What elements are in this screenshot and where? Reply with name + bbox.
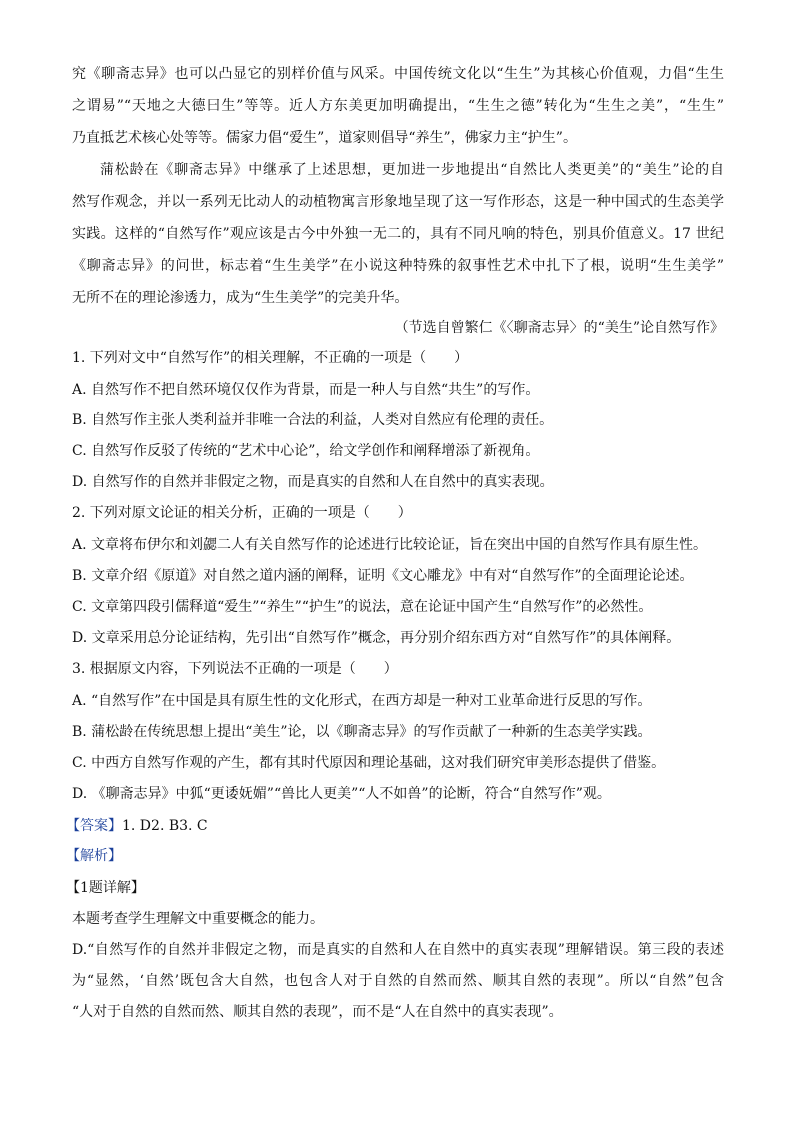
passage-line: 实践。这样的“自然写作”观应该是古今中外独一无二的，具有不同凡响的特色，别具价值意义。17 世纪 [72,226,724,242]
passage-source: （节选自曾繁仁《〈聊斋志异〉的“美生”论自然写作》 [394,320,724,336]
passage-line: 之谓易”“天地之大德曰生”等等。近人方东美更加明确提出，“生生之德”转化为“生生之美”，“生生” [72,98,724,114]
answer-line [66,816,724,836]
question-option: D. 文章采用总分论证结构，先引出“自然写作”概念，再分别介绍东西方对“自然写作”的具体阐释。 [72,630,681,646]
question-stem: 1. 下列对文中“自然写作”的相关理解，不正确的一项是（ ） [72,350,469,366]
analysis-line: “人对于自然的自然而然、顺其自然的表现”，而不是“人在自然中的真实表现”。 [72,1004,563,1020]
passage-line: 乃直抵艺术核心处等等。儒家力倡“爱生”，道家则倡导“养生”，佛家力主“护生”。 [72,130,577,146]
analysis-line: D.“自然写作的自然并非假定之物，而是真实的自然和人在自然中的真实表现”理解错误。第三段的表述 [72,942,724,958]
question-option: C. 文章第四段引儒释道“爱生”“养生”“护生”的说法，意在论证中国产生“自然写作”的必然性。 [72,599,653,615]
analysis-line: 为“显然，‘自然’既包含大自然，也包含人对于自然的自然而然、顺其自然的表现”。所以“自然”包含 [72,973,724,989]
question-option: A. “自然写作”在中国是具有原生性的文化形式，在西方却是一种对工业革命进行反思的写作。 [72,693,652,709]
question-option: A. 自然写作不把自然环境仅仅作为背景，而是一种人与自然“共生”的写作。 [72,382,540,398]
question-option: B. 自然写作主张人类利益并非唯一合法的利益，人类对自然应有伦理的责任。 [72,412,554,428]
question-option: B. 蒲松龄在传统思想上提出“美生”论，以《聊斋志异》的写作贡献了一种新的生态美学实践。 [72,724,652,740]
question-option: B. 文章介绍《原道》对自然之道内涵的阐释，证明《文心雕龙》中有对“自然写作”的全面理论论述。 [72,568,694,584]
question-option: C. 自然写作反驳了传统的“艺术中心论”，给文学创作和阐释增添了新视角。 [72,443,540,459]
passage-line: 究《聊斋志异》也可以凸显它的别样价值与风采。中国传统文化以“生生”为其核心价值观，力倡“生生 [72,66,724,82]
answer-tag: 【答案】 [66,818,122,834]
analysis-intro: 本题考查学生理解文中重要概念的能力。 [72,911,324,927]
analysis-tag: 【解析】 [66,848,122,864]
detail-tag: 【1题详解】 [66,880,145,896]
question-option: D. 自然写作的自然并非假定之物，而是真实的自然和人在自然中的真实表现。 [72,474,554,490]
question-stem: 3. 根据原文内容，下列说法不正确的一项是（ ） [72,661,398,677]
passage-line: 无所不在的理论渗透力，成为“生生美学”的完美升华。 [72,290,409,306]
question-stem: 2. 下列对原文论证的相关分析，正确的一项是（ ） [72,505,412,521]
question-option: D. 《聊斋志异》中狐“更诿妩媚”“兽比人更美”“人不如兽”的论断，符合“自然写作”观。 [72,786,611,802]
passage-line: 《聊斋志异》的问世，标志着“生生美学”在小说这种特殊的叙事性艺术中扎下了根，说明“生生美学” [72,258,724,274]
passage-line: 然写作观念，并以一系列无比动人的动植物寓言形象地呈现了这一写作形态，这是一种中国式的生态美学 [72,194,724,210]
passage-line: 蒲松龄在《聊斋志异》中继承了上述思想，更加进一步地提出“自然比人类更美”的“美生”论的自 [100,162,724,178]
answer-text: 1. D2. B3. C [122,818,208,834]
question-option: C. 中西方自然写作观的产生，都有其时代原因和理论基础，这对我们研究审美形态提供了借鉴。 [72,755,666,771]
question-option: A. 文章将布伊尔和刘勰二人有关自然写作的论述进行比较论证，旨在突出中国的自然写作具有原生性。 [72,537,708,553]
